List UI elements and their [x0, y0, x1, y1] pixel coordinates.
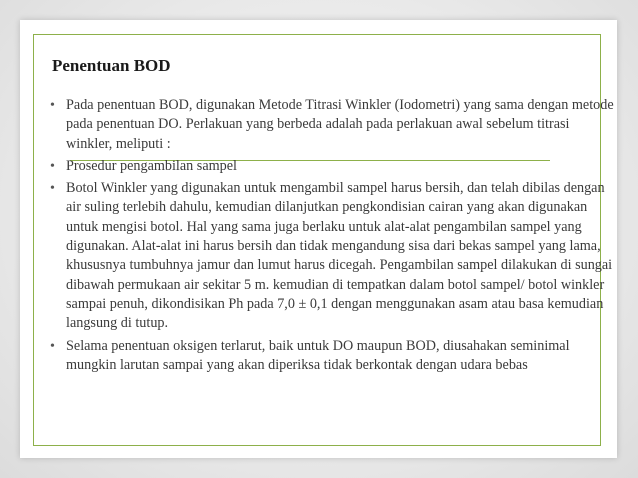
bullet-item — [48, 96, 616, 154]
bullet-text: Botol Winkler yang digunakan untuk mengambil sampel harus bersih, dan telah dibilas dengan air suling terlebih dahulu, kemudian dilanjutkan pengkondisian cairan yang akan digunakan untuk mengisi botol. Hal yang sama juga berlaku untuk alat-alat pengambilan sampel yang digunakan. Alat-alat ini harus bersih dan tidak mengandung sisa dari bekas sampel yang lama, khususnya tumbuhnya jamur dan lumut harus dicegah. Pengambilan sampel dilakukan di sungai dibawah permukaan air sekitar 5 m. kemudian di tempatkan dalam botol sampel/ botol winkler sampai penuh, dikondisikan Ph pada 7,0 ± 0,1 dengan menggunakan asam atau basa kemudian langsung di tutup. — [66, 180, 613, 332]
bullet-item — [48, 179, 616, 333]
bullet-item — [48, 157, 616, 176]
bullet-text: Pada penentuan BOD, digunakan Metode Titrasi Winkler (Iodometri) yang sama dengan metode pada penentuan DO. Perlakuan yang berbeda adalah pada perlakuan awal sebelum titrasi winkler, meliputi : — [66, 97, 614, 152]
bullet-icon: • — [50, 98, 55, 113]
bullet-text: Prosedur pengambilan sampel — [66, 157, 237, 174]
bullet-icon: • — [50, 338, 55, 354]
bullet-icon: • — [50, 181, 55, 197]
bullet-text: Selama penentuan oksigen terlarut, baik untuk DO maupun BOD, diusahakan seminimal mungkin larutan sampai yang akan diperiksa tidak berkontak dengan udara bebas — [66, 337, 570, 373]
bullet-icon: • — [50, 158, 55, 174]
slide-body — [48, 96, 616, 378]
slide-title: Penentuan BOD — [52, 56, 171, 75]
bullet-item — [48, 337, 616, 376]
